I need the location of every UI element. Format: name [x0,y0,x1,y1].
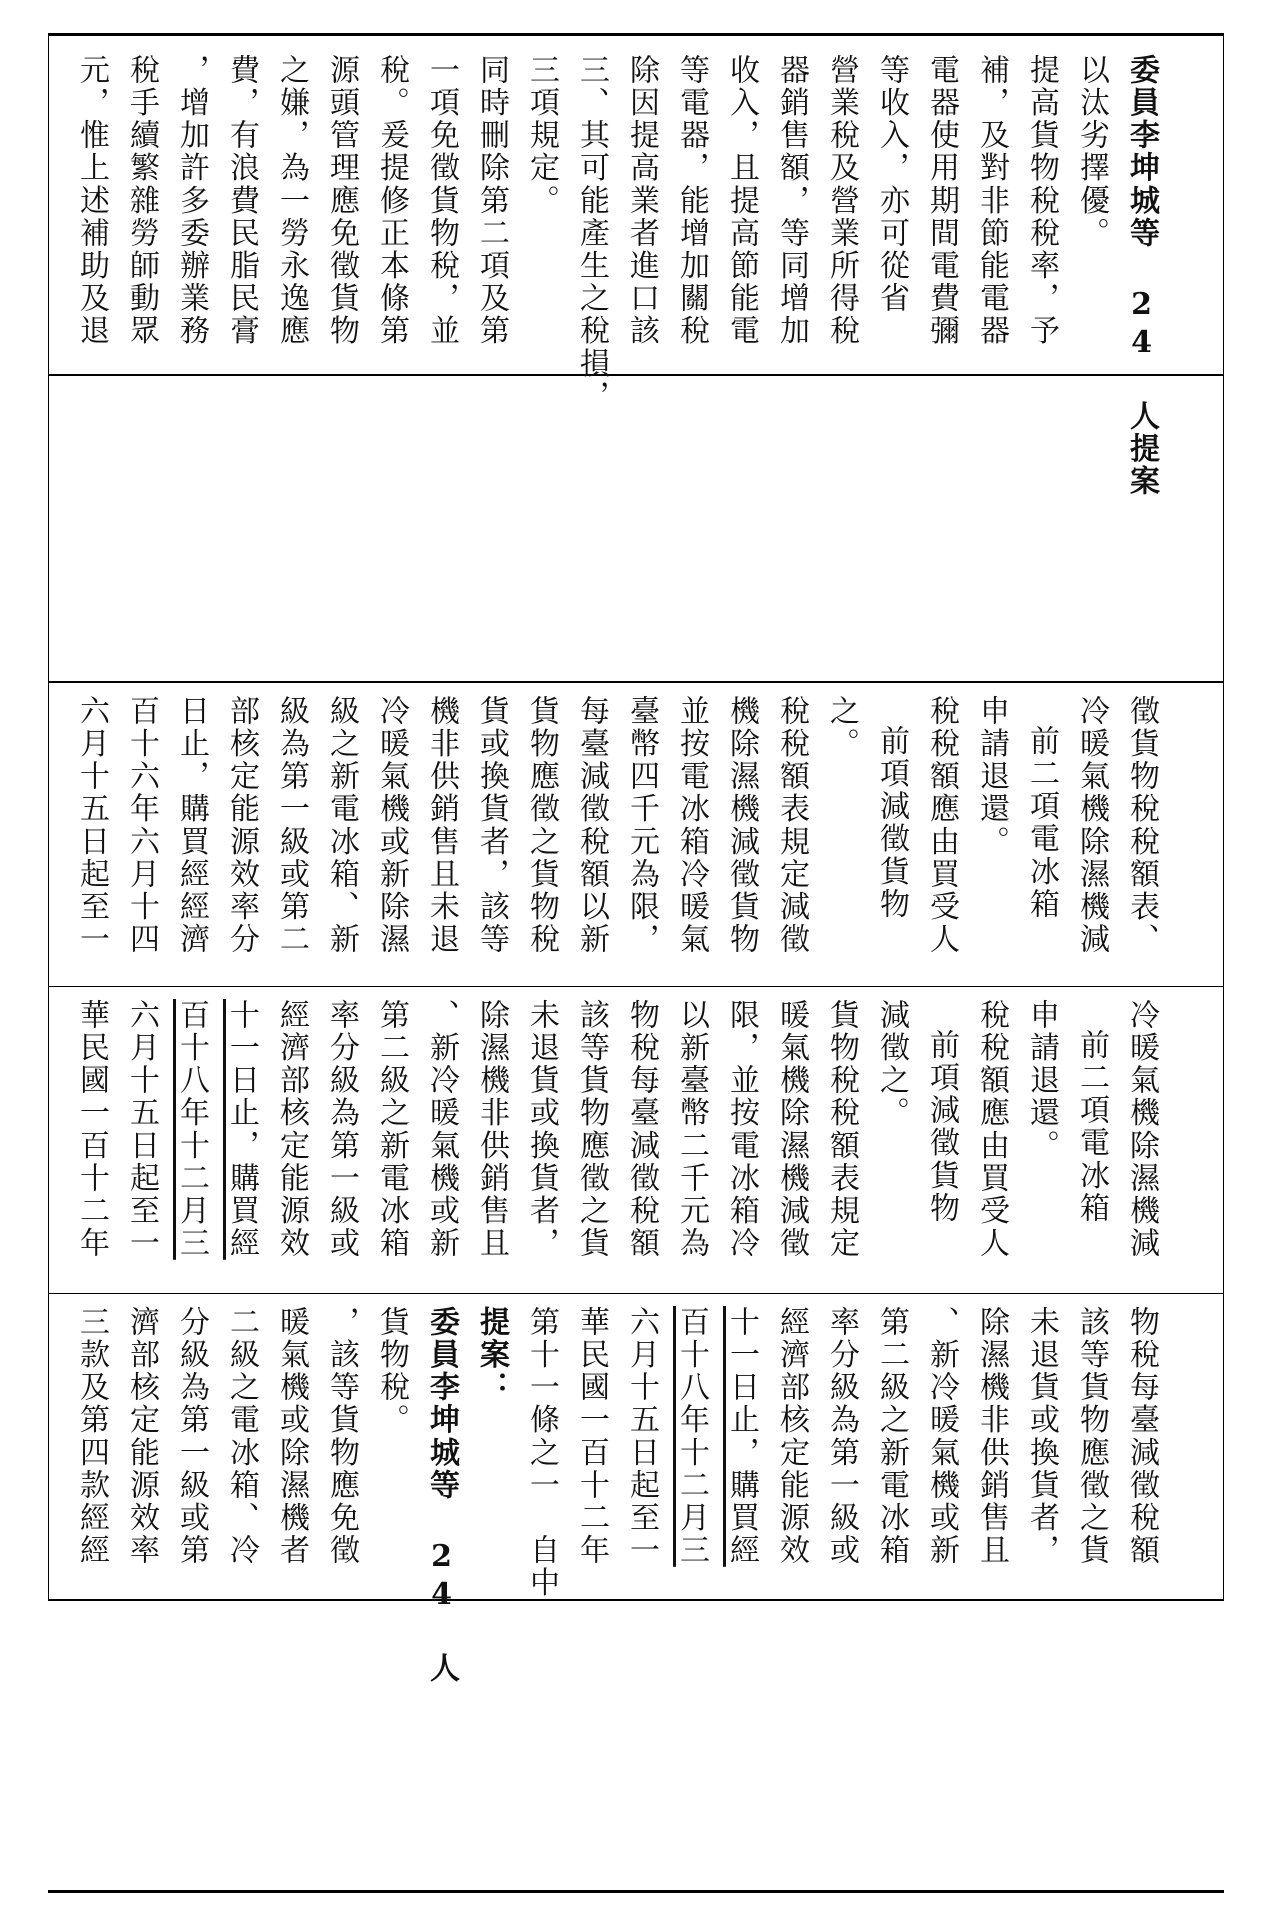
text-column: 以新臺幣二千元為 [674,999,709,1260]
text-column: 除濕機非供銷售且 [974,1306,1009,1567]
text-column: 級為第一級或第二 [274,695,309,956]
text-column: 機非供銷售且未退 [424,695,459,956]
text-column: 率分級為第一級或 [824,1306,859,1567]
text-column: 暖氣機除濕機減徵 [774,999,809,1260]
text-column: 級之新電冰箱、新 [324,695,359,956]
cell-mid-right [48,683,1224,986]
text-column: 貨或換貨者，該等 [474,695,509,956]
text-column: 等收入，亦可從省 [874,54,909,315]
text-column: 電器使用期間電費彌 [924,54,959,348]
text-column: 並按電冰箱冷暖氣 [674,695,709,956]
proposal-heading: 委員李坤城等 24 人 [424,1306,459,1685]
text-column: 費，有浪費民脂民膏 [224,54,259,348]
text-column: 分級為第一級或第 [174,1306,209,1567]
text-column: 稅稅額應由買受人 [924,695,959,956]
text-column: 除因提高業者進口該 [624,54,659,348]
text-column: 同時刪除第二項及第 [474,54,509,348]
text-column: 減徵之。 [874,999,909,1130]
text-column: 以汰劣擇優。 [1074,54,1109,250]
text-column: 六月十五日起至一 [124,999,159,1260]
text-column: 十一日止，購買經 [724,1306,759,1567]
text-column: 等電器，能增加關稅 [674,54,709,348]
text-column: 前二項電冰箱 [1024,725,1059,921]
proposal-heading: 提案： [474,1306,509,1404]
text-column: 二級之電冰箱、冷 [224,1306,259,1567]
text-column: 稅手續繁雜勞師動眾 [124,54,159,348]
text-column: 稅稅額表規定減徵 [774,695,809,956]
text-column: 部核定能源效率分 [224,695,259,956]
text-column: 每臺減徵稅額以新 [574,695,609,956]
text-column: 貨物應徵之貨物稅 [524,695,559,956]
text-column: 、新冷暖氣機或新 [924,1306,959,1567]
text-column: 未退貨或換貨者， [1024,1306,1059,1567]
text-column: 經濟部核定能源效 [774,1306,809,1567]
text-column: 該等貨物應徵之貨 [1074,1306,1109,1567]
text-column: 器銷售額，等同增加 [774,54,809,348]
rule-below-middle-block [48,1599,1224,1601]
text-column: 前項減徵貨物 [924,1029,959,1225]
cell-mid-left [48,1294,1224,1685]
text-column: 源頭管理應免徵貨物 [324,54,359,348]
text-column: 物稅每臺減徵稅額 [624,999,659,1260]
text-column: 第十一條之一 自中 [524,1306,559,1600]
text-column: 收入，且提高節能電 [724,54,759,348]
text-column: 暖氣機或除濕機者 [274,1306,309,1567]
text-column: 徵貨物稅稅額表、 [1124,695,1159,956]
text-column: 物稅每臺減徵稅額 [1124,1306,1159,1567]
text-column: 第二級之新電冰箱 [874,1306,909,1567]
text-column: ，該等貨物應免徵 [324,1306,359,1567]
text-column: 前項減徵貨物 [874,725,909,921]
text-column: 六月十五日起至一 [74,695,109,956]
text-column: 冷暖氣機或新除濕 [374,695,409,956]
text-column: 一項免徵貨物稅，並 [424,54,459,348]
text-column: 申請退還。 [974,695,1009,858]
text-column: 經濟部核定能源效 [274,999,309,1260]
text-column: 冷暖氣機除濕機減 [1074,695,1109,956]
text-column: 百十八年十二月三 [174,999,209,1260]
text-column: 濟部核定能源效率 [124,1306,159,1567]
text-column: 機除濕機減徵貨物 [724,695,759,956]
text-column: 營業稅及營業所得稅 [824,54,859,348]
cell-top-right [48,36,1224,498]
text-column: 前二項電冰箱 [1074,1029,1109,1225]
bottom-rule [48,1890,1224,1893]
text-column: 稅稅額應由買受人 [974,999,1009,1260]
text-column: 三款及第四款經經 [74,1306,109,1567]
text-column: 第二級之新電冰箱 [374,999,409,1260]
text-column: 提高貨物稅稅率，予 [1024,54,1059,348]
text-column: 限，並按電冰箱冷 [724,999,759,1260]
proposal-heading: 委員李坤城等 24 人提案 [1124,54,1159,498]
text-column: 華民國一百十二年 [574,1306,609,1567]
text-column: 貨物稅。 [374,1306,409,1437]
text-column: 之。 [824,695,859,761]
text-column: 之嫌，為一勞永逸應 [274,54,309,348]
text-column: 貨物稅稅額表規定 [824,999,859,1260]
text-column: 稅。爰提修正本條第 [374,54,409,348]
rule-below-top-cell [48,374,1224,376]
text-column: 日止，購買經經濟 [174,695,209,956]
text-column: 十一日止，購買經 [224,999,259,1260]
text-column: 補，及對非節能電器 [974,54,1009,348]
text-column: 未退貨或換貨者， [524,999,559,1260]
text-column: 申請退還。 [1024,999,1059,1162]
text-column: 三、其可能產生之稅損， [574,54,609,413]
text-column: 臺幣四千元為限， [624,695,659,956]
text-column: ，增加許多委辦業務 [174,54,209,348]
text-column: 除濕機非供銷售且 [474,999,509,1260]
text-column: 率分級為第一級或 [324,999,359,1260]
text-column: 元，惟上述補助及退 [74,54,109,348]
text-column: 冷暖氣機除濕機減 [1124,999,1159,1260]
text-column: 百十八年十二月三 [674,1306,709,1567]
text-column: 華民國一百十二年 [74,999,109,1260]
text-column: 百十六年六月十四 [124,695,159,956]
cell-mid-center [48,987,1224,1293]
text-column: 該等貨物應徵之貨 [574,999,609,1260]
text-column: 六月十五日起至一 [624,1306,659,1567]
text-column: 、新冷暖氣機或新 [424,999,459,1260]
text-column: 三項規定。 [524,54,559,217]
